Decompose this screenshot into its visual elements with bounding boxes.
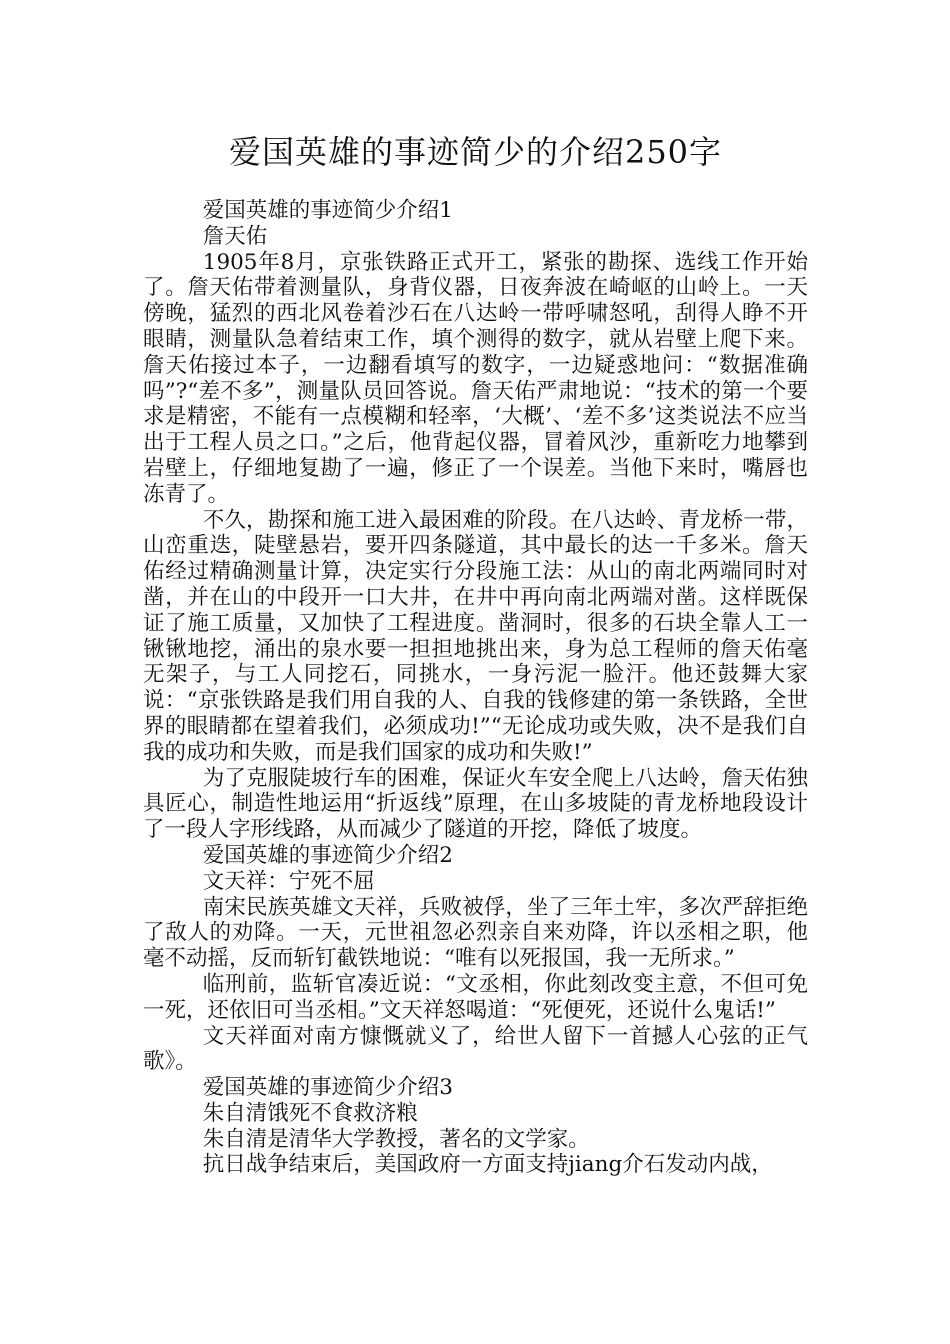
paragraph: 1905年8月，京张铁路正式开工，紧张的勘探、选线工作开始了。詹天佑带着测量队，身背仪器，日夜奔波在崎岖的山岭上。一天傍晚，猛烈的西北风卷着沙石在八达岭一带呼啸怒吼，刮得人睁不开眼睛，测量队急着结束工作，填个测得的数字，就从岩壁上爬下来。詹天佑接过本子，一边翻看填写的数字，一边疑惑地问：“数据准确吗”?“差不多”，测量队员回答说。詹天佑严肃地说：“技术的第一个要求是精密，不能有一点模糊和轻率，‘大概’、‘差不多’这类说法不应当出于工程人员之口。”之后，他背起仪器，冒着风沙，重新吃力地攀到岩壁上，仔细地复勘了一遍，修正了一个误差。当他下来时，嘴唇也冻青了。: [143, 249, 808, 507]
subsection-heading: 詹天佑: [202, 223, 268, 249]
paragraph: 不久，勘探和施工进入最困难的阶段。在八达岭、青龙桥一带，山峦重迭，陡壁悬岩，要开四条隧道，其中最长的达一千多米。詹天佑经过精确测量计算，决定实行分段施工法：从山的南北两端同时对凿，并在山的中段开一口大井，在井中再向南北两端对凿。这样既保证了施工质量，又加快了工程进度。凿洞时，很多的石块全靠人工一锹锹地挖，涌出的泉水要一担担地挑出来，身为总工程师的詹天佑毫无架子，与工人同挖石，同挑水，一身污泥一脸汗。他还鼓舞大家说：“京张铁路是我们用自我的人、自我的钱修建的第一条铁路，全世界的眼睛都在望着我们，必须成功!”“无论成功或失败，决不是我们自我的成功和失败，而是我们国家的成功和失败!”: [143, 507, 808, 765]
paragraph: 临刑前，监斩官凑近说：“文丞相，你此刻改变主意，不但可免一死，还依旧可当丞相。”文天祥怒喝道：“死便死，还说什么鬼话!”: [143, 971, 808, 1023]
paragraph: 南宋民族英雄文天祥，兵败被俘，坐了三年土牢，多次严辞拒绝了敌人的劝降。一天，元世祖忽必烈亲自来劝降，许以丞相之职，他毫不动摇，反而斩钉截铁地说：“唯有以死报国，我一无所求。”: [143, 894, 808, 972]
paragraph: 为了克服陡坡行车的困难，保证火车安全爬上八达岭，詹天佑独具匠心，制造性地运用“折返线”原理，在山多坡陡的青龙桥地段设计了一段人字形线路，从而减少了隧道的开挖，降低了坡度。: [143, 765, 808, 843]
paragraph: 抗日战争结束后，美国政府一方面支持jiang介石发动内战，: [202, 1152, 773, 1178]
paragraph: 文天祥面对南方慷慨就义了，给世人留下一首撼人心弦的正气歌》。: [143, 1023, 808, 1075]
document-page: [143, 0, 808, 1178]
paragraph: 朱自清是清华大学教授，著名的文学家。: [202, 1126, 590, 1152]
document-title: 爱国英雄的事迹简少的介绍250字: [228, 133, 723, 171]
subsection-heading: 朱自清饿死不食救济粮: [202, 1100, 418, 1126]
document-body: [143, 198, 808, 1178]
section-heading: 爱国英雄的事迹简少介绍1: [202, 198, 453, 223]
section-heading: 爱国英雄的事迹简少介绍3: [202, 1075, 453, 1101]
subsection-heading: 文天祥：宁死不屈: [202, 868, 375, 894]
section-heading: 爱国英雄的事迹简少介绍2: [202, 842, 453, 868]
